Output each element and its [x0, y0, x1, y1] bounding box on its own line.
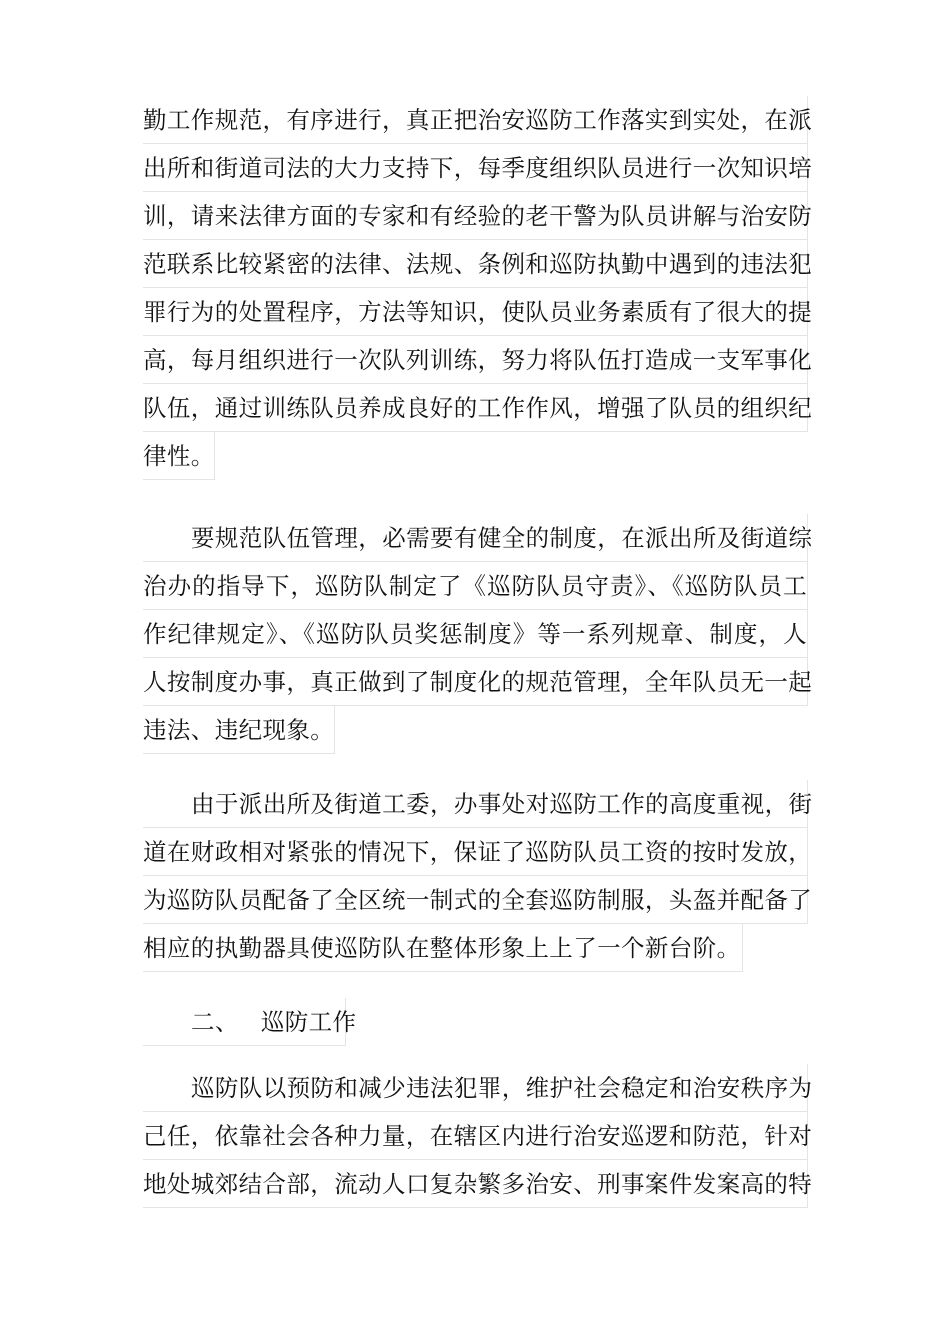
heading-title: 巡防工作 [260, 1008, 357, 1036]
text-line: 为巡防队员配备了全区统一制式的全套巡防制服，头盔并配备了 [143, 876, 808, 924]
section-heading [143, 998, 357, 1046]
text-line: 由于派出所及街道工委，办事处对巡防工作的高度重视，街 [143, 780, 808, 828]
paragraph-equipment [143, 780, 813, 972]
paragraph-patrol-work [143, 1064, 813, 1208]
text-line: 人按制度办事，真正做到了制度化的规范管理，全年队员无一起 [143, 658, 808, 706]
text-line: 地处城郊结合部，流动人口复杂繁多治安、刑事案件发案高的特 [143, 1160, 808, 1208]
text-line: 高，每月组织进行一次队列训练，努力将队伍打造成一支军事化 [143, 336, 808, 384]
text-line: 律性。 [143, 432, 215, 480]
text-line: 治办的指导下，巡防队制定了《巡防队员守责》、《巡防队员工 [143, 562, 808, 610]
text-line: 违法、违纪现象。 [143, 706, 335, 754]
text-line: 勤工作规范，有序进行，真正把治安巡防工作落实到实处，在派 [143, 96, 808, 144]
text-line: 己任，依靠社会各种力量，在辖区内进行治安巡逻和防范，针对 [143, 1112, 808, 1160]
text-line: 巡防队以预防和减少违法犯罪，维护社会稳定和治安秩序为 [143, 1064, 808, 1112]
text-line: 训，请来法律方面的专家和有经验的老干警为队员讲解与治安防 [143, 192, 808, 240]
text-line: 道在财政相对紧张的情况下，保证了巡防队员工资的按时发放， [143, 828, 808, 876]
heading-line [143, 998, 357, 1046]
text-line: 作纪律规定》、《巡防队员奖惩制度》等一系列规章、制度，人 [143, 610, 808, 658]
text-line: 出所和街道司法的大力支持下，每季度组织队员进行一次知识培 [143, 144, 808, 192]
heading-number: 二、 [191, 1008, 239, 1036]
text-line: 相应的执勤器具使巡防队在整体形象上上了一个新台阶。 [143, 924, 743, 972]
text-line: 要规范队伍管理，必需要有健全的制度，在派出所及街道综 [143, 514, 808, 562]
text-line: 范联系比较紧密的法律、法规、条例和巡防执勤中遇到的违法犯 [143, 240, 808, 288]
text-line: 罪行为的处置程序，方法等知识，使队员业务素质有了很大的提 [143, 288, 808, 336]
text-line: 队伍，通过训练队员养成良好的工作作风，增强了队员的组织纪 [143, 384, 808, 432]
paragraph-regulations [143, 514, 813, 754]
paragraph-training [143, 96, 813, 480]
